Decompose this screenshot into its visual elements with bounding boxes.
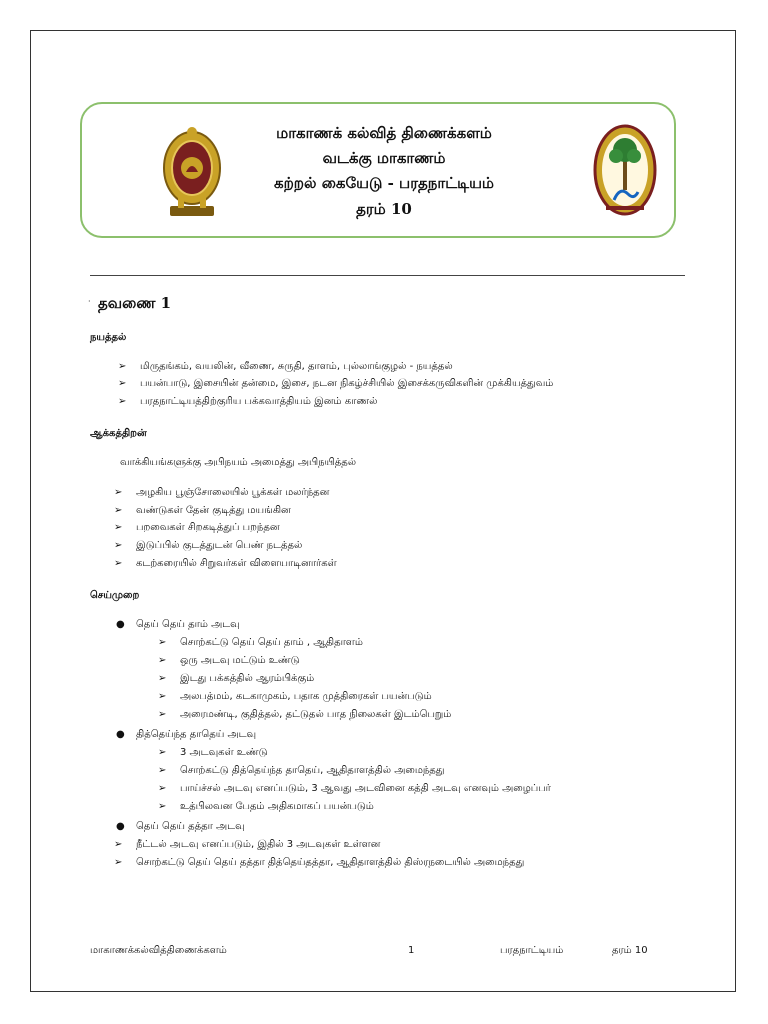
arrow-icon: ➢ xyxy=(158,783,167,794)
list-item: சொற்கட்டு தித்தெய்ந்த தாதெய், ஆதிதாளத்தில் அமைந்தது xyxy=(180,765,445,776)
arrow-icon: ➢ xyxy=(114,505,123,516)
list-item: அலபத்மம், கடகாமுகம், பதாக முத்திரைகள் பயன்படும் xyxy=(180,691,432,702)
provincial-emblem-icon xyxy=(592,122,658,222)
arrow-icon: ➢ xyxy=(158,691,167,702)
footer-grade: தரம் 10 xyxy=(612,945,648,956)
arrow-icon: ➢ xyxy=(158,673,167,684)
bullet-icon: ● xyxy=(116,729,125,740)
list-item: சொற்கட்டு தெய் தெய் தாம் , ஆதிதாளம் xyxy=(180,637,363,648)
list-item: பறவைகள் சிறகடித்துப் பறந்தன xyxy=(136,522,280,533)
footer-page-number: 1 xyxy=(408,945,415,956)
list-item: கடற்கரையில் சிறுவர்கள் விளையாடினார்கள் xyxy=(136,558,337,569)
list-item: ஒரு அடவு மட்டும் உண்டு xyxy=(180,655,300,666)
list-item: அரைமண்டி, குதித்தல், தட்டுதல் பாத நிலைகள் இடம்பெறும் xyxy=(180,709,452,720)
list-item: பாய்ச்சல் அடவு எனப்படும், 3 ஆவது அடவினை கத்தி அடவு எனவும் அழைப்பர் xyxy=(180,783,551,794)
header-line-2: வடக்கு மாகாணம் xyxy=(322,149,446,167)
arrow-icon: ➢ xyxy=(158,655,167,666)
section-heading-practical: செய்முறை xyxy=(90,590,140,601)
horizontal-rule xyxy=(90,275,685,276)
arrow-icon: ➢ xyxy=(114,857,123,868)
group-title: தித்தெய்ந்த தாதெய் அடவு xyxy=(136,729,257,740)
arrow-icon: ➢ xyxy=(114,522,123,533)
arrow-icon: ➢ xyxy=(158,637,167,648)
arrow-icon: ➢ xyxy=(114,540,123,551)
arrow-icon: ➢ xyxy=(114,487,123,498)
header-line-3: கற்றல் கையேடு - பரதநாட்டியம் xyxy=(274,174,494,192)
arrow-icon: ➢ xyxy=(118,378,127,389)
bullet-icon: ● xyxy=(116,619,125,630)
bullet-icon: ● xyxy=(116,821,125,832)
arrow-icon: ➢ xyxy=(114,839,123,850)
title-dot: · xyxy=(88,297,91,306)
arrow-icon: ➢ xyxy=(158,765,167,776)
section-intro: வாக்கியங்களுக்கு அபிநயம் அமைத்து அபிநயித்தல் xyxy=(120,457,357,468)
arrow-icon: ➢ xyxy=(118,396,127,407)
arrow-icon: ➢ xyxy=(158,709,167,720)
list-item: வண்டுகள் தேன் குடித்து மயங்கின xyxy=(136,505,291,516)
section-heading-appreciation: நயத்தல் xyxy=(90,332,127,343)
footer-department: மாகாணக்கல்வித்திணைக்களம் xyxy=(90,945,227,956)
footer-subject: பரதநாட்டியம் xyxy=(500,945,564,956)
list-item: பயன்பாடு, இசையின் தன்மை, இசை, நடன நிகழ்ச்சியில் இசைக்கருவிகளின் முக்கியத்துவம் xyxy=(140,378,554,389)
list-item: நீட்டல் அடவு எனப்படும், இதில் 3 அடவுகள் உள்ளன xyxy=(136,839,381,850)
arrow-icon: ➢ xyxy=(158,747,167,758)
arrow-icon: ➢ xyxy=(118,361,127,372)
list-item: சொற்கட்டு தெய் தெய் தத்தா தித்தெய்தத்தா, ஆதிதாளத்தில் திஸ்ரநடையில் அமைந்தது xyxy=(136,857,525,868)
list-item: மிருதங்கம், வயலின், வீணை, சுருதி, தாளம், புல்லாங்குழல் - நயத்தல் xyxy=(140,361,453,372)
group-title: தெய் தெய் தாம் அடவு xyxy=(136,619,240,630)
header-line-1: மாகாணக் கல்வித் திணைக்களம் xyxy=(276,124,492,142)
arrow-icon: ➢ xyxy=(114,558,123,569)
list-item: உத்பிலவன பேதம் அதிகமாகப் பயன்படும் xyxy=(180,801,374,812)
list-item: பரதநாட்டியத்திற்குரிய பக்கவாத்தியம் இனம் காணல் xyxy=(140,396,378,407)
section-heading-creativity: ஆக்கத்திறன் xyxy=(90,428,147,439)
group-title: தெய் தெய் தத்தா அடவு xyxy=(136,821,245,832)
list-item: இடது பக்கத்தில் ஆரம்பிக்கும் xyxy=(180,673,315,684)
lesson-title: தவணை 1 xyxy=(98,294,172,312)
list-item: 3 அடவுகள் உண்டு xyxy=(180,747,268,758)
list-item: அழகிய பூஞ்சோலையில் பூக்கள் மலர்ந்தன xyxy=(136,487,330,498)
arrow-icon: ➢ xyxy=(158,801,167,812)
header-line-4: தரம் 10 xyxy=(356,200,412,218)
list-item: இடுப்பில் குடத்துடன் பெண் நடத்தல் xyxy=(136,540,303,551)
